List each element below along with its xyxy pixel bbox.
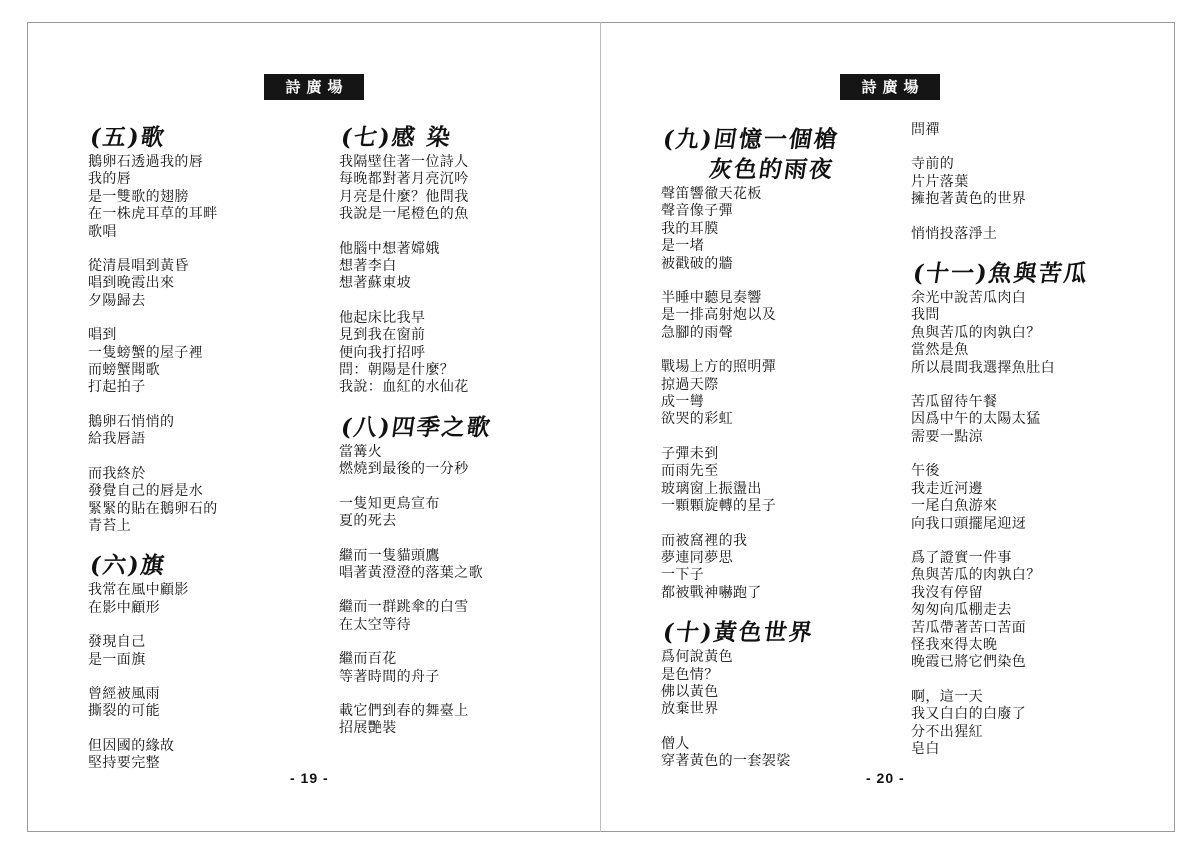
poem-line: 寺前的 [911,156,955,173]
poem-line: 午後 [911,463,940,480]
poem-line: 晚霞已將它們染色 [911,654,1027,671]
stanza [339,548,490,583]
stanza [339,651,490,686]
stanza [661,186,837,273]
poem-line: 是一排高射炮以及 [661,307,777,324]
poem-title: (八)四季之歌 [339,413,494,441]
poem-line: 子彈未到 [661,445,719,462]
poem-line: 夕陽歸去 [88,292,146,309]
poem-line: 一尾白魚游來 [911,498,998,515]
poem-line: 青苔上 [88,517,132,534]
poem-line: 堅持要完整 [88,755,160,772]
stanza [339,444,490,479]
stanza [88,414,218,449]
poem-line: 我說是一尾橙色的魚 [339,206,469,223]
poem-line: 問：朝陽是什麼？ [339,362,455,379]
stanza [911,122,1087,139]
poem-line: 成一彎 [661,394,705,411]
poem-line: 他腦中想著嫦娥 [339,240,440,257]
stanza [88,327,218,397]
poem-line: 被戳破的牆 [661,255,733,272]
poem-line: 向我口頭擺尾迎迓 [911,515,1027,532]
poem-line: 發現自己 [88,634,146,651]
poem-line: 繼而一隻貓頭鷹 [339,547,440,564]
poem-line: 給我唇語 [88,431,146,448]
poem-line: 我沒有停留 [911,584,983,601]
poem-line: 穿著黃色的一套袈裟 [661,753,791,770]
poem-line: 苦瓜帶著苦口苦面 [911,619,1027,636]
poem-line: 玻璃窗上振盪出 [661,480,762,497]
poem-title: (七)感 染 [339,124,454,151]
poem-line: 見到我在窗前 [339,327,426,344]
poem-line: 而我終於 [88,465,146,482]
poem-line: 鵝卵石透過我的唇 [88,154,204,170]
poem-line: 僧人 [661,735,690,752]
poem-line: 歌唱 [88,223,117,240]
stanza [339,496,490,531]
stanza [661,649,837,719]
stanza [339,599,490,634]
poem-line: 所以晨間我選擇魚肚白 [911,359,1055,376]
poem-line: 撕裂的可能 [88,703,160,720]
poem-line: 夏的死去 [339,513,397,530]
poem-line: 唱到晚霞出來 [88,275,175,292]
stanza [911,226,1087,243]
poem-title: (五)歌 [88,124,168,151]
poem-line: 他起床比我早 [339,309,426,326]
poem-line: 聲音像子彈 [661,203,733,220]
poem-line: 一顆顆旋轉的星子 [661,498,777,515]
poem-line: 想著李白 [339,258,397,275]
poem-line: 夢連同夢思 [661,549,733,566]
stanza [88,154,218,241]
poem-line: 是一面旗 [88,651,146,668]
poem-line: 是色情？ [661,666,719,683]
poem-line: 我的唇 [88,171,132,188]
stanza [88,686,218,721]
stanza [911,550,1087,672]
stanza [339,241,490,293]
poem-line: 爲何說黃色 [661,649,733,666]
poem-line: 鵝卵石悄悄的 [88,413,175,430]
poem-line: 放棄世界 [661,701,719,718]
poem-line: 招展艷裝 [339,720,397,737]
poem-line: 因爲中午的太陽太猛 [911,411,1041,428]
poem-line: 每晚都對著月亮沉吟 [339,171,469,188]
poem-line: 但因國的緣故 [88,737,175,754]
poem-line: 我的耳膜 [661,220,719,237]
poem-line: 需要一點涼 [911,428,983,445]
poem-line: 余光中說苦瓜肉白 [911,290,1027,307]
poem-line: 唱著黃澄澄的落葉之歌 [339,564,483,581]
left-page-number: - 19 - [290,770,329,786]
left-page-column-1 [88,124,218,790]
poem [661,619,837,770]
stanza [911,290,1087,377]
poem-title: (六)旗 [88,552,168,580]
poem-line: 苦瓜留待午餐 [911,394,998,411]
stanza [911,689,1087,759]
poem-line: 打起拍子 [88,379,146,396]
poem-line: 載它們到春的舞臺上 [339,702,469,719]
poem-line: 從清晨唱到黃昏 [88,258,189,275]
poem-line: 一隻螃蟹的屋子裡 [88,344,204,361]
stanza [88,738,218,773]
poem-line: 燃燒到最後的一分秒 [339,461,469,478]
poem-line: 片片落葉 [911,173,969,190]
poem-line: 發覺自己的唇是水 [88,483,204,500]
poem-line: 而雨先至 [661,463,719,480]
right-page-number: - 20 - [866,770,905,786]
poem-line: 一隻知更鳥宣布 [339,495,440,512]
poem-line: 是一堵 [661,238,705,255]
poem-line: 緊緊的貼在鵝卵石的 [88,500,218,517]
poem-line: 繼而百花 [339,651,397,668]
poem-line: 月亮是什麼？他問我 [339,188,469,205]
poem-line: 當然是魚 [911,342,969,359]
poem-line: 便向我打招呼 [339,344,426,361]
right-page-header: 詩廣場 [840,74,940,100]
poem-line: 佛以黃色 [661,683,719,700]
stanza [911,463,1087,533]
poem-title-continuation: 灰色的雨夜 [707,156,836,183]
poem-title: (十)黃色世界 [661,619,816,647]
poem-line: 我常在風中顧影 [88,582,189,599]
poem-line: 欲哭的彩虹 [661,411,733,428]
poem-line: 等著時間的舟子 [339,668,440,685]
poem-line: 想著蘇東坡 [339,275,411,292]
poem-line: 怪我來得太晚 [911,636,998,653]
poem-line: 曾經被風雨 [88,685,160,702]
stanza [88,466,218,536]
poem-line: 急腳的雨聲 [661,324,733,341]
poem-line: 一下子 [661,567,705,584]
poem-line: 我問 [911,307,940,324]
poem-line: 是一雙歌的翅膀 [88,188,189,205]
poem [88,124,218,535]
stanza [911,394,1087,446]
poem-line: 我又白白的白廢了 [911,706,1027,723]
poem-line: 唱到 [88,327,117,344]
poem [911,122,1087,243]
poem-line: 繼而一群跳傘的白雪 [339,599,469,616]
poem-line: 分不出猩紅 [911,723,983,740]
book-spine [600,22,601,832]
stanza [88,582,218,617]
stanza [339,154,490,224]
poem-line: 問禪 [911,122,940,138]
stanza [88,634,218,669]
poem-line: 魚與苦瓜的肉孰白？ [911,567,1041,584]
poem-line: 我走近河邊 [911,480,983,497]
stanza [88,258,218,310]
poem-line: 在一株虎耳草的耳畔 [88,206,218,223]
stanza [339,703,490,738]
poem-line: 而被窩裡的我 [661,532,748,549]
stanza [911,156,1087,208]
stanza [661,736,837,771]
poem-line: 而螃蟹聞歌 [88,362,160,379]
poem [339,413,494,738]
stanza [661,290,837,342]
poem-line: 掠過天際 [661,376,719,393]
poem [661,126,841,602]
poem-line: 戰場上方的照明彈 [661,359,777,376]
right-page-column-1 [661,126,841,788]
poem-line: 啊，這一天 [911,688,983,705]
poem-line: 我隔壁住著一位詩人 [339,154,469,170]
poem-line: 在太空等待 [339,616,411,633]
poem-line: 聲笛響徹天花板 [661,186,762,202]
left-page-header: 詩廣場 [264,74,364,100]
poem-line: 擁抱著黃色的世界 [911,191,1027,208]
right-page-column-2 [911,122,1091,775]
poem-line: 皂白 [911,740,940,757]
poem-line: 爲了證實一件事 [911,549,1012,566]
poem [88,552,218,772]
poem-line: 都被戰神嚇跑了 [661,584,762,601]
poem-line: 魚與苦瓜的肉孰白？ [911,324,1041,341]
poem-title: (九)回憶一個槍 [661,126,841,153]
poem [339,124,490,397]
poem [911,260,1091,758]
stanza [661,359,837,429]
left-page-column-2 [339,124,494,755]
stanza [661,446,837,516]
poem-line: 匆匆向瓜棚走去 [911,602,1012,619]
poem-line: 悄悄投落淨土 [911,225,998,242]
stanza [339,310,490,397]
poem-line: 在影中顧形 [88,599,160,616]
poem-title: (十一)魚與苦瓜 [911,260,1091,288]
poem-line: 我說：血紅的水仙花 [339,379,469,396]
poem-line: 半睡中聽見奏響 [661,290,762,307]
stanza [661,533,837,603]
poem-line: 當篝火 [339,443,383,460]
